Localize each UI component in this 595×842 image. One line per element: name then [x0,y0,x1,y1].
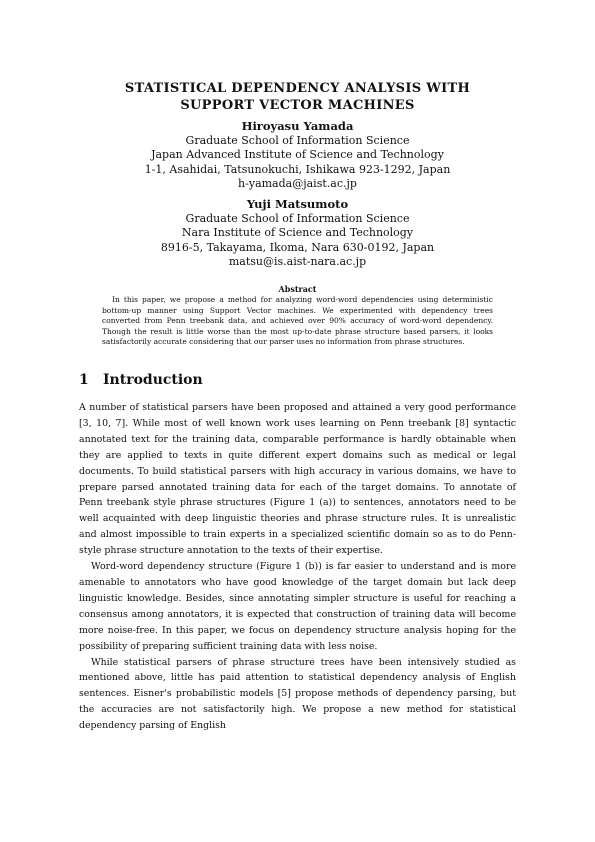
body-text [79,400,516,734]
author-block-2 [60,197,535,270]
paragraph: Word-word dependency structure (Figure 1 (b)) is far easier to understand and is more amenable to annotators who have good knowledge of the target domain but lack deep linguistic knowledge. Besides, since annotating simpler structure is useful for reaching a consensus among annotators, it is expected that construction of training data will become more noise-free. In this paper, we focus on dependency structure analysis hoping for the possibility of preparing sufficient training data with less noise. [79,561,516,652]
author-institute: Nara Institute of Science and Technology [181,226,414,239]
author-institute: Japan Advanced Institute of Science and Technology [151,148,444,161]
author-email: h-yamada@jaist.ac.jp [238,177,357,190]
author-address: 1-1, Asahidai, Tatsunokuchi, Ishikawa 923-1292, Japan [144,162,451,176]
author-affiliation: Graduate School of Information Science [185,133,410,147]
title-line-1: STATISTICAL DEPENDENCY ANALYSIS WITH [124,81,471,96]
author-address: 8916-5, Takayama, Ikoma, Nara 630-0192, Japan [160,240,435,254]
section-title: Introduction [103,372,203,388]
author-email: matsu@is.aist-nara.ac.jp [228,255,367,268]
abstract-heading: Abstract [278,284,317,294]
section-heading [79,372,203,388]
title-line-2: SUPPORT VECTOR MACHINES [180,98,415,113]
section-number: 1 [79,372,89,388]
paper-title [60,80,535,114]
author-name: Yuji Matsumoto [246,197,349,211]
author-block-1 [60,119,535,192]
author-name: Hiroyasu Yamada [241,119,354,133]
abstract-text: In this paper, we propose a method for analyzing word-word dependencies using deterministic bottom-up manner using Support Vector machines. We experimented with dependency trees converted from Penn treebank data, and achieved over 90% accuracy of word-word dependency. Though the result is little worse than the most up-to-date phrase structure based parsers, it looks satisfactorily accurate considering that our parser uses no information from phrase structures. [102,295,493,346]
paragraph: A number of statistical parsers have been proposed and attained a very good performance [3, 10, 7]. While most of well known work uses learning on Penn treebank [8] syntactic annotated text for the training data, comparable performance is hardly obtainable when they are applied to texts in quite different expert domains such as medical or legal documents. To build statistical parsers with high accuracy in various domains, we have to prepare parsed annotated training data for each of the target domains. To annotate of Penn treebank style phrase structures (Figure 1 (a)) to sentences, annotators need to be well acquainted with deep linguistic theories and phrase structure rules. It is unrealistic and almost impossible to train experts in a specialized scientific domain so as to do Penn-style phrase structure annotation to the texts of their expertise. [79,402,516,557]
paragraph: While statistical parsers of phrase structure trees have been intensively studied as mentioned above, little has paid attention to statistical dependency analysis of English sentences. Eisner's probabilistic models [5] propose methods of dependency parsing, but the accuracies are not satisfactorily high. We propose a new method for statistical dependency parsing of English [79,656,516,732]
author-affiliation: Graduate School of Information Science [185,211,410,225]
